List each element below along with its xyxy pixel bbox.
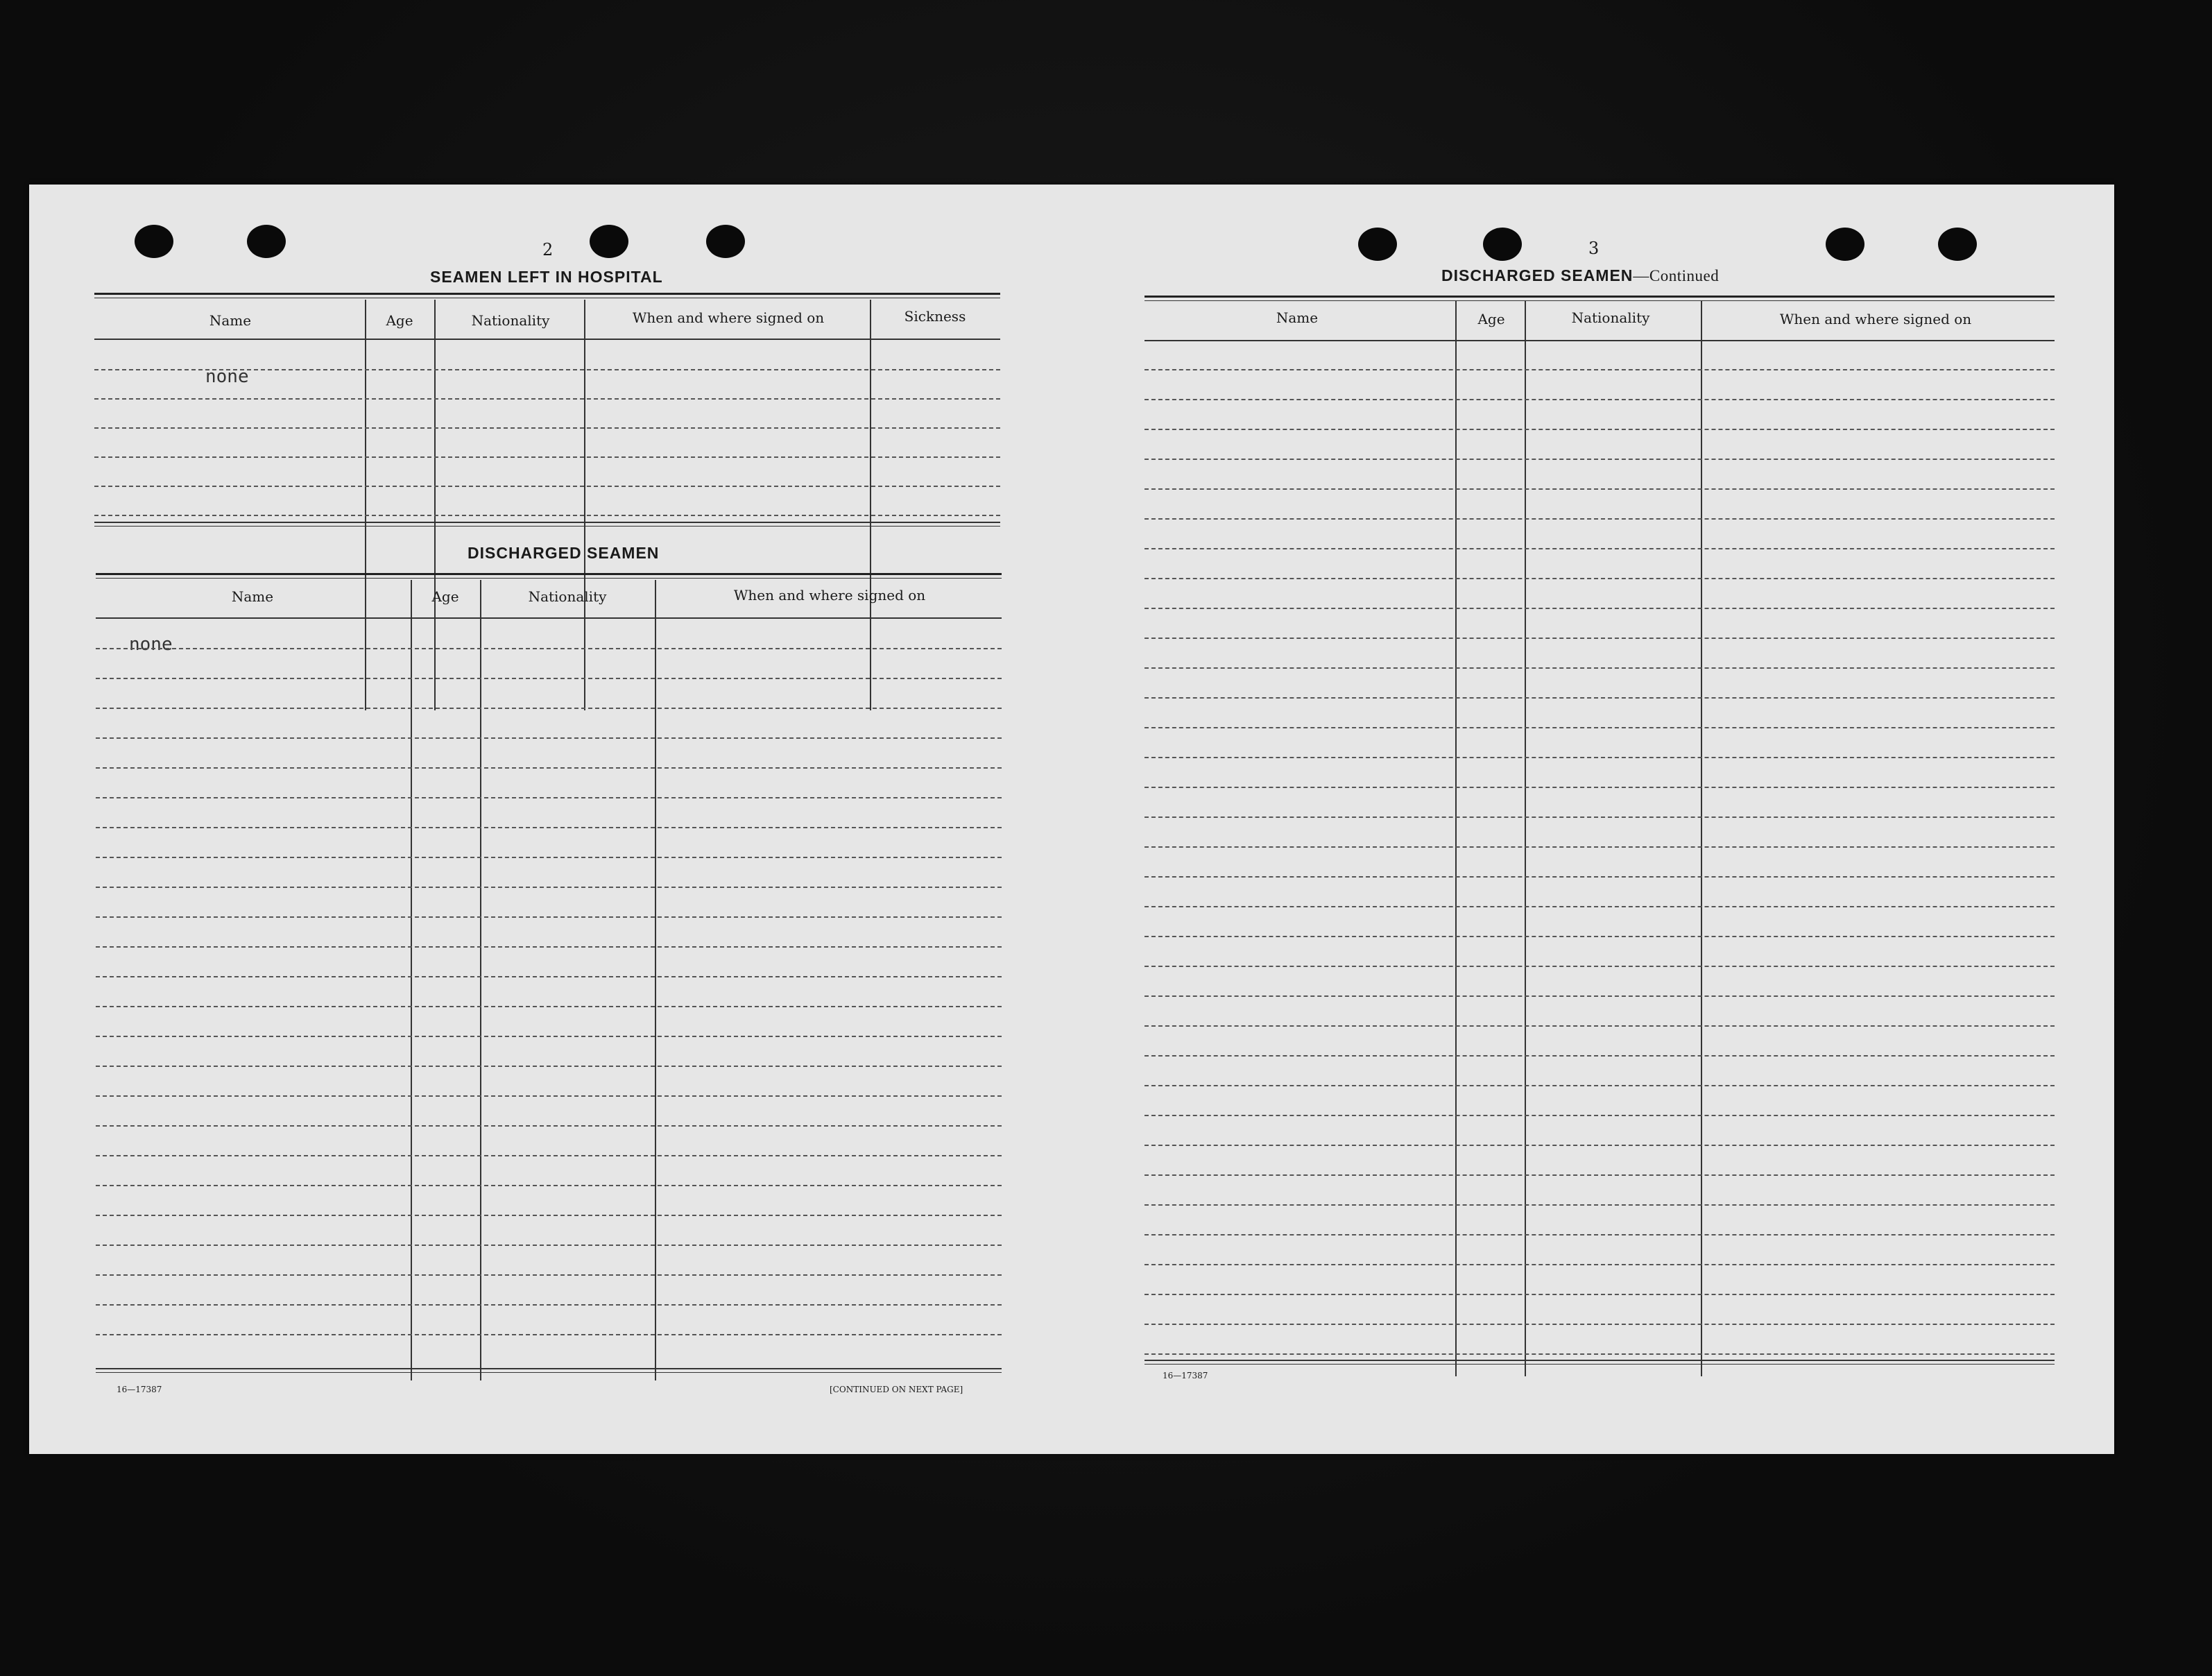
col-header-nationality: Nationality (1571, 309, 1650, 326)
section-title-discharged: DISCHARGED SEAMEN (468, 544, 660, 562)
row-line (1144, 608, 2055, 609)
row-line (96, 767, 1002, 769)
row-line (1144, 1025, 2055, 1027)
top-rule (1144, 296, 2055, 298)
row-line (1144, 1353, 2055, 1355)
header-rule (1144, 340, 2055, 341)
col-header-age: Age (386, 312, 413, 329)
row-line (1144, 1234, 2055, 1235)
column-divider (1701, 301, 1702, 1376)
row-line (1144, 846, 2055, 848)
row-line (1144, 1055, 2055, 1057)
column-divider (655, 580, 656, 1380)
col-header-name: Name (1276, 309, 1319, 326)
row-line (1144, 727, 2055, 728)
row-line (96, 678, 1002, 679)
row-line (96, 946, 1002, 948)
row-line (94, 456, 1000, 458)
top-rule (1144, 300, 2055, 301)
row-line (96, 1006, 1002, 1007)
col-header-nationality: Nationality (528, 588, 607, 605)
col-header-when-where: When and where signed on (733, 587, 926, 604)
row-line (1144, 1204, 2055, 1206)
page-number: 3 (1588, 239, 1600, 258)
row-line (96, 857, 1002, 858)
row-line (96, 976, 1002, 977)
row-line (96, 1245, 1002, 1246)
row-line (96, 887, 1002, 888)
col-header-nationality: Nationality (471, 312, 550, 329)
page-number: 2 (542, 240, 554, 259)
header-rule (96, 617, 1002, 619)
row-line (96, 827, 1002, 828)
top-rule (96, 578, 1002, 579)
row-line (94, 427, 1000, 429)
row-line (1144, 966, 2055, 967)
punch-hole (1826, 228, 1864, 261)
header-rule (94, 339, 1000, 340)
row-line (1144, 369, 2055, 370)
section-title-suffix: —Continued (1633, 267, 1720, 284)
row-line (96, 737, 1002, 739)
row-line (1144, 548, 2055, 549)
row-line (1144, 1294, 2055, 1295)
column-divider (1455, 301, 1457, 1376)
row-line (96, 1304, 1002, 1306)
row-line (96, 797, 1002, 798)
row-line (1144, 936, 2055, 937)
section-title-text: DISCHARGED SEAMEN (1441, 266, 1634, 284)
row-line (96, 648, 1002, 649)
row-line (1144, 399, 2055, 400)
row-line (1144, 1324, 2055, 1325)
row-line (96, 916, 1002, 918)
row-line (94, 398, 1000, 400)
row-line (1144, 518, 2055, 520)
column-divider (1525, 301, 1526, 1376)
row-line (1144, 667, 2055, 669)
form-code: 16—17387 (1163, 1371, 1208, 1380)
row-line (96, 1334, 1002, 1335)
section-bottom-rule (94, 522, 1000, 523)
punch-hole (590, 225, 628, 258)
row-line (1144, 488, 2055, 490)
row-line (94, 515, 1000, 516)
row-line (1144, 1115, 2055, 1116)
row-line (1144, 1264, 2055, 1265)
row-line (96, 708, 1002, 709)
top-rule (94, 293, 1000, 295)
section-bottom-rule (94, 526, 1000, 527)
punch-hole (706, 225, 745, 258)
section-title-hospital: SEAMEN LEFT IN HOSPITAL (430, 268, 663, 286)
col-header-when-where: When and where signed on (632, 309, 825, 326)
row-line (1144, 876, 2055, 878)
table-bottom-rule (96, 1368, 1002, 1369)
section-title-discharged-continued (1441, 266, 1719, 285)
row-line (1144, 1145, 2055, 1146)
punch-hole (247, 225, 286, 258)
row-line (96, 1274, 1002, 1276)
col-header-age: Age (1477, 311, 1505, 327)
row-line (1144, 578, 2055, 579)
col-header-name: Name (231, 588, 274, 605)
row-line (1144, 1085, 2055, 1086)
table-bottom-rule (1144, 1360, 2055, 1361)
row-line (94, 486, 1000, 487)
row-line (96, 1155, 1002, 1156)
punch-hole (1358, 228, 1397, 261)
row-line (1144, 816, 2055, 818)
row-line (1144, 459, 2055, 460)
col-header-when-where: When and where signed on (1779, 311, 1972, 327)
row-line (1144, 429, 2055, 430)
form-code: 16—17387 (117, 1385, 162, 1394)
row-line (96, 1125, 1002, 1127)
row-line (1144, 757, 2055, 758)
col-header-age: Age (431, 588, 459, 605)
row-line (1144, 1174, 2055, 1176)
row-line (1144, 638, 2055, 639)
row-line (96, 1215, 1002, 1216)
col-header-sickness: Sickness (904, 308, 966, 325)
table-bottom-rule (96, 1372, 1002, 1373)
row-line (1144, 787, 2055, 788)
punch-hole (135, 225, 173, 258)
row-line (1144, 995, 2055, 997)
form-sheet (29, 185, 2114, 1454)
hospital-entry-none: none (205, 366, 249, 387)
column-divider (411, 580, 412, 1380)
row-line (96, 1095, 1002, 1097)
row-line (96, 1185, 1002, 1186)
discharged-entry-none: none (129, 634, 173, 655)
row-line (1144, 906, 2055, 907)
col-header-name: Name (209, 312, 252, 329)
row-line (96, 1066, 1002, 1067)
punch-hole (1938, 228, 1977, 261)
top-rule (96, 573, 1002, 575)
column-divider (480, 580, 481, 1380)
punch-hole (1483, 228, 1522, 261)
row-line (96, 1036, 1002, 1037)
continued-note: [CONTINUED ON NEXT PAGE] (830, 1385, 963, 1394)
row-line (1144, 697, 2055, 699)
table-bottom-rule (1144, 1364, 2055, 1365)
